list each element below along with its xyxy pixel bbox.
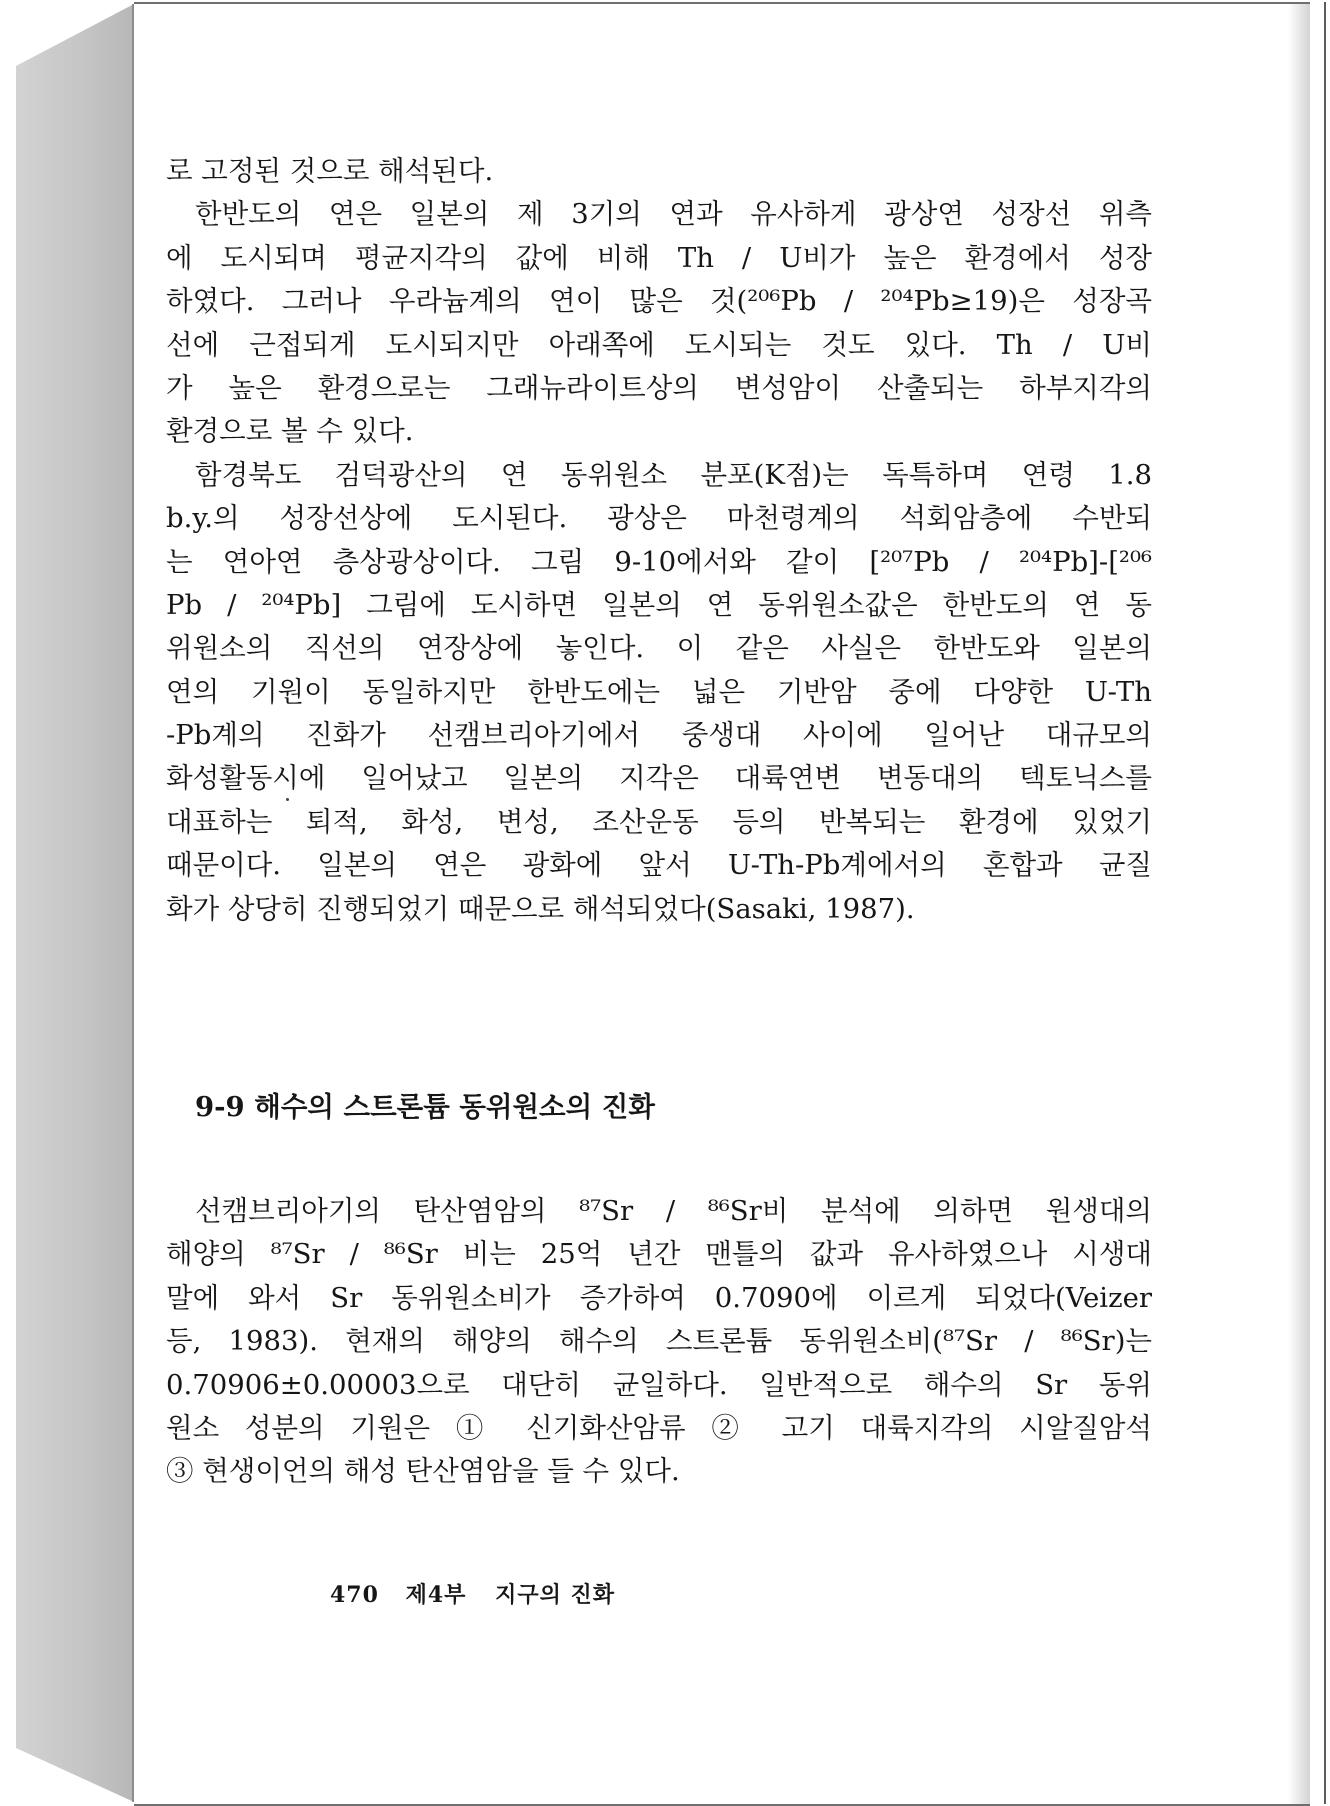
- text-line: 는 연아연 층상광상이다. 그림 9-10에서와 같이 [²⁰⁷Pb / ²⁰⁴Pb]-[²⁰⁶: [166, 545, 1152, 578]
- page-body: [166, 150, 1152, 931]
- text-line: 위원소의 직선의 연장상에 놓인다. 이 같은 사실은 한반도와 일본의: [166, 632, 1152, 665]
- footer-chapter: 지구의 진화: [495, 1582, 616, 1608]
- text-line: 등, 1983). 현재의 해양의 해수의 스트론튬 동위원소비(⁸⁷Sr / ⁸⁶Sr)는: [166, 1325, 1152, 1358]
- text-line: 하였다. 그러나 우라늄계의 연이 많은 것(²⁰⁶Pb / ²⁰⁴Pb≥19)은 성장곡: [166, 285, 1152, 318]
- text-line: 대표하는 퇴적, 화성, 변성, 조산운동 등의 반복되는 환경에 있었기: [166, 805, 1152, 838]
- text-line: 때문이다. 일본의 연은 광화에 앞서 U-Th-Pb계에서의 혼합과 균질: [166, 849, 1152, 882]
- text-line: 선에 근접되게 도시되지만 아래쪽에 도시되는 것도 있다. Th / U비: [166, 328, 1152, 361]
- stray-mark: [286, 798, 289, 801]
- text-line: 화가 상당히 진행되었기 때문으로 해석되었다(Sasaki, 1987).: [166, 892, 915, 925]
- text-line: 0.70906±0.00003으로 대단히 균일하다. 일반적으로 해수의 Sr 동위: [166, 1368, 1152, 1401]
- text-line: 로 고정된 것으로 해석된다.: [166, 155, 494, 187]
- paragraph-1: [166, 150, 1152, 193]
- text-line: ③ 현생이언의 해성 탄산염암을 들 수 있다.: [166, 1455, 680, 1488]
- text-line: 한반도의 연은 일본의 제 3기의 연과 유사하게 광상연 성장선 위측: [195, 198, 1152, 231]
- page-footer: [330, 1578, 615, 1609]
- text-line: Pb / ²⁰⁴Pb] 그림에 도시하면 일본의 연 동위원소값은 한반도의 연 동: [166, 588, 1152, 621]
- book-spine: [16, 4, 134, 1802]
- page-shadow: [1288, 4, 1310, 1804]
- text-line: 환경으로 볼 수 있다.: [166, 415, 414, 448]
- text-line: 화성활동시에 일어났고 일본의 지각은 대륙연변 변동대의 텍토닉스를: [166, 762, 1152, 795]
- text-line: 연의 기원이 동일하지만 한반도에는 넓은 기반암 중에 다양한 U-Th: [166, 675, 1152, 708]
- text-line: -Pb계의 진화가 선캠브리아기에서 중생대 사이에 일어난 대규모의: [166, 719, 1152, 752]
- text-line: 선캠브리아기의 탄산염암의 ⁸⁷Sr / ⁸⁶Sr비 분석에 의하면 원생대의: [195, 1195, 1152, 1227]
- text-line: b.y.의 성장선상에 도시된다. 광상은 마천령계의 석회암층에 수반되: [166, 502, 1152, 535]
- page-body-section: [166, 1190, 1152, 1494]
- section-heading: 9-9 해수의 스트론튬 동위원소의 진화: [195, 1091, 655, 1123]
- text-line: 함경북도 검덕광산의 연 동위원소 분포(K점)는 독특하며 연령 1.8: [195, 458, 1152, 491]
- paragraph-4: [166, 1190, 1152, 1494]
- text-line: 해양의 ⁸⁷Sr / ⁸⁶Sr 비는 25억 년간 맨틀의 값과 유사하였으나 시생대: [166, 1238, 1152, 1271]
- page-number: 470: [330, 1582, 379, 1608]
- text-line: 가 높은 환경으로는 그래뉴라이트상의 변성암이 산출되는 하부지각의: [166, 371, 1152, 404]
- page-frame-line: [1324, 2, 1326, 1804]
- footer-part: 제4부: [405, 1582, 467, 1608]
- text-line: 에 도시되며 평균지각의 값에 비해 Th / U비가 높은 환경에서 성장: [166, 241, 1152, 274]
- paragraph-3: [166, 454, 1152, 931]
- paragraph-2: [166, 193, 1152, 453]
- text-line: 말에 와서 Sr 동위원소비가 증가하여 0.7090에 이르게 되었다(Veizer: [166, 1281, 1152, 1314]
- text-line: 원소 성분의 기원은 ① 신기화산암류 ② 고기 대륙지각의 시알질암석: [166, 1411, 1152, 1444]
